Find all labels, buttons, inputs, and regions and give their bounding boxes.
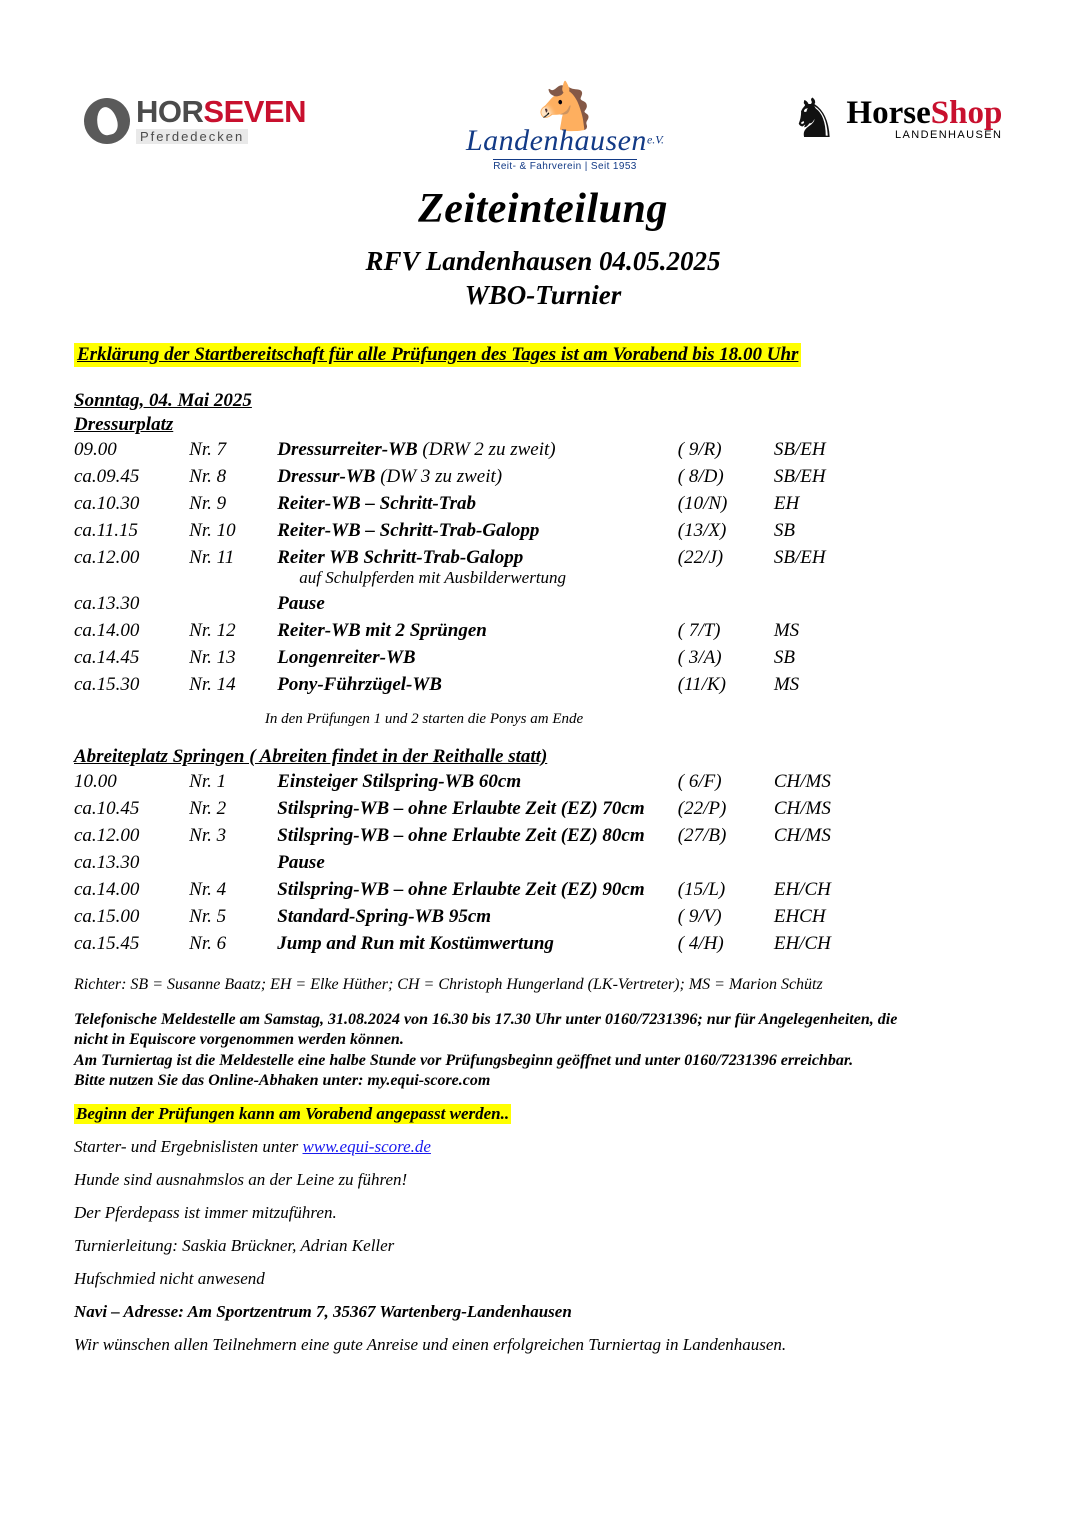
judges-legend: Richter: SB = Susanne Baatz; EH = Elke Hüther; CH = Christoph Hungerland (LK-Vertreter); MS = Marion Schütz [74, 976, 823, 993]
cell-time: ca.14.00 [74, 879, 140, 900]
cell-title: Pause [277, 593, 325, 614]
declaration-banner: Erklärung der Startbereitschaft für alle Prüfungen des Tages ist am Vorabend bis 18.00 Uhr [74, 343, 801, 367]
horseshop-word-part1: Horse [846, 95, 931, 131]
info-line-2: Am Turniertag ist die Meldestelle eine halbe Stunde vor Prüfungsbeginn geöffnet und unter 0160/7231396 erreichbar. [74, 1051, 854, 1069]
cell-title: Pause [277, 852, 325, 873]
cell-code: (15/L) [677, 879, 726, 900]
section-footnote-dressurplatz: In den Prüfungen 1 und 2 starten die Ponys am Ende [264, 711, 584, 727]
page-subtitle-type: WBO-Turnier [464, 280, 622, 310]
cell-number [189, 850, 277, 877]
cell-number: Nr. 4 [189, 879, 227, 900]
cell-time: ca.15.00 [74, 906, 140, 927]
table-row [74, 545, 864, 591]
cell-judge: EH [773, 493, 800, 514]
cell-title-suffix: (DRW 2 zu zweit) [417, 439, 556, 460]
cell-number: Nr. 13 [189, 647, 236, 668]
cell-judge: SB/EH [773, 547, 826, 568]
table-row [74, 618, 864, 645]
cell-code: ( 7/T) [677, 620, 721, 641]
cell-code: ( 6/F) [677, 771, 722, 792]
cell-judge: SB/EH [773, 439, 826, 460]
cell-judge: SB/EH [773, 466, 826, 487]
cell-time: ca.13.30 [74, 593, 140, 614]
cell-title: Longenreiter-WB [277, 647, 416, 668]
table-row [74, 931, 864, 958]
logo-horseven [84, 96, 306, 145]
cell-title [277, 545, 678, 591]
cell-title-suffix: (DW 3 zu zweit) [375, 466, 503, 487]
cell-title-note: auf Schulpferden mit Ausbilderwertung [299, 568, 567, 587]
cell-code: (22/P) [677, 798, 727, 819]
cell-time: ca.10.30 [74, 493, 140, 514]
cell-title-main: Dressur-WB [277, 466, 376, 487]
cell-time: ca.14.45 [74, 647, 140, 668]
cell-time: ca.10.45 [74, 798, 140, 819]
cell-title: Einsteiger Stilspring-WB 60cm [277, 771, 522, 792]
cell-judge [774, 591, 864, 618]
cell-judge: CH/MS [773, 771, 831, 792]
info-line-1: Telefonische Meldestelle am Samstag, 31.08.2024 von 16.30 bis 17.30 Uhr unter 0160/7231396; nur für Angelegenheiten, die nicht in Equiscore vorgenommen werden können. [74, 1011, 898, 1049]
cell-time: ca.13.30 [74, 852, 140, 873]
horseshop-wordmark [846, 97, 1002, 130]
horseven-wordmark [136, 96, 306, 127]
table-row [74, 591, 864, 618]
table-row [74, 904, 864, 931]
cell-judge [774, 850, 864, 877]
schedule-table-springen [74, 769, 864, 958]
cell-number: Nr. 9 [189, 493, 227, 514]
table-row [74, 645, 864, 672]
cell-title: Stilspring-WB – ohne Erlaubte Zeit (EZ) 80cm [277, 825, 645, 846]
cell-number: Nr. 8 [189, 466, 227, 487]
horse-head-icon: ♞ [790, 89, 839, 149]
cell-time: ca.15.45 [74, 933, 140, 954]
cell-code: ( 3/A) [677, 647, 722, 668]
table-row [74, 491, 864, 518]
cell-time: ca.11.15 [74, 520, 139, 541]
cell-code: ( 9/V) [677, 906, 722, 927]
table-row [74, 823, 864, 850]
section-heading-springen: Abreiteplatz Springen ( Abreiten findet in der Reithalle statt) [74, 746, 548, 767]
table-row [74, 672, 864, 699]
note-navi-address: Navi – Adresse: Am Sportzentrum 7, 35367 Wartenberg-Landenhausen [74, 1301, 572, 1321]
cell-judge: CH/MS [773, 798, 831, 819]
day-heading: Sonntag, 04. Mai 2025 [74, 390, 252, 411]
table-row [74, 464, 864, 491]
cell-code: (13/X) [677, 520, 727, 541]
cell-code: ( 4/H) [677, 933, 724, 954]
cell-judge: MS [773, 674, 800, 695]
note-farrier: Hufschmied nicht anwesend [74, 1268, 265, 1288]
note-dogs: Hunde sind ausnahmslos an der Leine zu führen! [74, 1169, 408, 1189]
cell-code: ( 9/R) [677, 439, 722, 460]
cell-number: Nr. 5 [189, 906, 227, 927]
cell-code: (11/K) [677, 674, 726, 695]
note-horse-passport: Der Pferdepass ist immer mitzuführen. [74, 1202, 337, 1222]
note-tournament-management: Turnierleitung: Saskia Brückner, Adrian Keller [74, 1235, 395, 1255]
logo-horseshop [790, 89, 1003, 149]
info-line-3: Bitte nutzen Sie das Online-Abhaken unter: my.equi-score.com [74, 1072, 491, 1090]
schedule-table-dressurplatz [74, 437, 864, 699]
cell-code: ( 8/D) [677, 466, 724, 487]
logo-landenhausen [440, 81, 690, 174]
landenhausen-name: Landenhausen [465, 124, 647, 157]
cell-judge: EH/CH [773, 933, 831, 954]
cell-number: Nr. 3 [189, 825, 227, 846]
cell-judge: MS [773, 620, 800, 641]
cell-time: ca.14.00 [74, 620, 140, 641]
cell-title [277, 464, 678, 491]
cell-number: Nr. 11 [189, 547, 235, 568]
table-row [74, 437, 864, 464]
cell-judge: EH/CH [773, 879, 831, 900]
cell-title [277, 518, 678, 545]
section-heading-dressurplatz: Dressurplatz [74, 414, 174, 435]
cell-number [189, 591, 277, 618]
cell-code [678, 591, 774, 618]
info-block [74, 1010, 914, 1092]
cell-time: 09.00 [74, 439, 117, 460]
horseshop-subtitle: LANDENHAUSEN [895, 129, 1003, 141]
horseven-word-part1: HOR [136, 94, 204, 129]
cell-title [277, 491, 678, 518]
cell-title: Stilspring-WB – ohne Erlaubte Zeit (EZ) 70cm [277, 798, 645, 819]
cell-number: Nr. 1 [189, 771, 227, 792]
equi-score-link[interactable]: www.equi-score.de [302, 1136, 431, 1156]
cell-judge: CH/MS [773, 825, 831, 846]
cell-time: ca.15.30 [74, 674, 140, 695]
horseven-word-part2: SEVEN [203, 94, 306, 129]
cell-title: Pony-Führzügel-WB [277, 674, 442, 695]
table-row [74, 796, 864, 823]
cell-title: Reiter-WB mit 2 Sprüngen [277, 620, 487, 641]
cell-number: Nr. 14 [189, 674, 236, 695]
table-row [74, 877, 864, 904]
cell-number: Nr. 7 [189, 439, 227, 460]
cell-time: 10.00 [74, 771, 117, 792]
cell-title: Stilspring-WB – ohne Erlaubte Zeit (EZ) 90cm [277, 879, 645, 900]
cell-code [678, 850, 774, 877]
cell-title [277, 437, 678, 464]
note-welcome: Wir wünschen allen Teilnehmern eine gute Anreise und einen erfolgreichen Turniertag in Landenhausen. [74, 1334, 787, 1354]
horseshop-word-part2: Shop [930, 95, 1003, 131]
cell-time: ca.12.00 [74, 825, 140, 846]
cell-title-main: Reiter-WB – Schritt-Trab-Galopp [277, 520, 540, 541]
cell-number: Nr. 10 [189, 520, 236, 541]
cell-judge: SB [773, 647, 795, 668]
table-row [74, 850, 864, 877]
logo-row [0, 81, 1086, 178]
cell-time: ca.09.45 [74, 466, 140, 487]
cell-code: (22/J) [677, 547, 724, 568]
page-title: Zeiteinteilung [418, 186, 668, 232]
note-text: Starter- und Ergebnislisten unter [74, 1136, 303, 1156]
landenhausen-ev: e.V. [646, 132, 665, 147]
horseven-subtitle: Pferdedecken [136, 129, 248, 144]
document-body [74, 390, 1014, 1355]
table-row [74, 769, 864, 796]
cell-number: Nr. 6 [189, 933, 227, 954]
cell-time: ca.12.00 [74, 547, 140, 568]
cell-number: Nr. 12 [189, 620, 236, 641]
cell-code: (10/N) [677, 493, 728, 514]
cell-number: Nr. 2 [189, 798, 227, 819]
cell-code: (27/B) [677, 825, 727, 846]
cell-title-main: Reiter WB Schritt-Trab-Galopp [277, 547, 524, 568]
cell-title: Standard-Spring-WB 95cm [277, 906, 492, 927]
horse-head-icon [84, 98, 130, 144]
start-adjust-highlight: Beginn der Prüfungen kann am Vorabend angepasst werden.. [76, 1103, 510, 1123]
cell-title: Jump and Run mit Kostümwertung [277, 933, 554, 954]
cell-title-main: Dressurreiter-WB [277, 439, 418, 460]
cell-title-main: Reiter-WB – Schritt-Trab [277, 493, 477, 514]
landenhausen-subtitle: Reit- & Fahrverein | Seit 1953 [493, 161, 637, 172]
cell-judge: SB [773, 520, 795, 541]
cell-judge: EHCH [773, 906, 826, 927]
note-results-list [74, 1137, 1014, 1157]
page-subtitle-event: RFV Landenhausen 04.05.2025 [365, 246, 721, 276]
table-row [74, 518, 864, 545]
jumping-horse-icon: 🐴 [536, 81, 594, 132]
